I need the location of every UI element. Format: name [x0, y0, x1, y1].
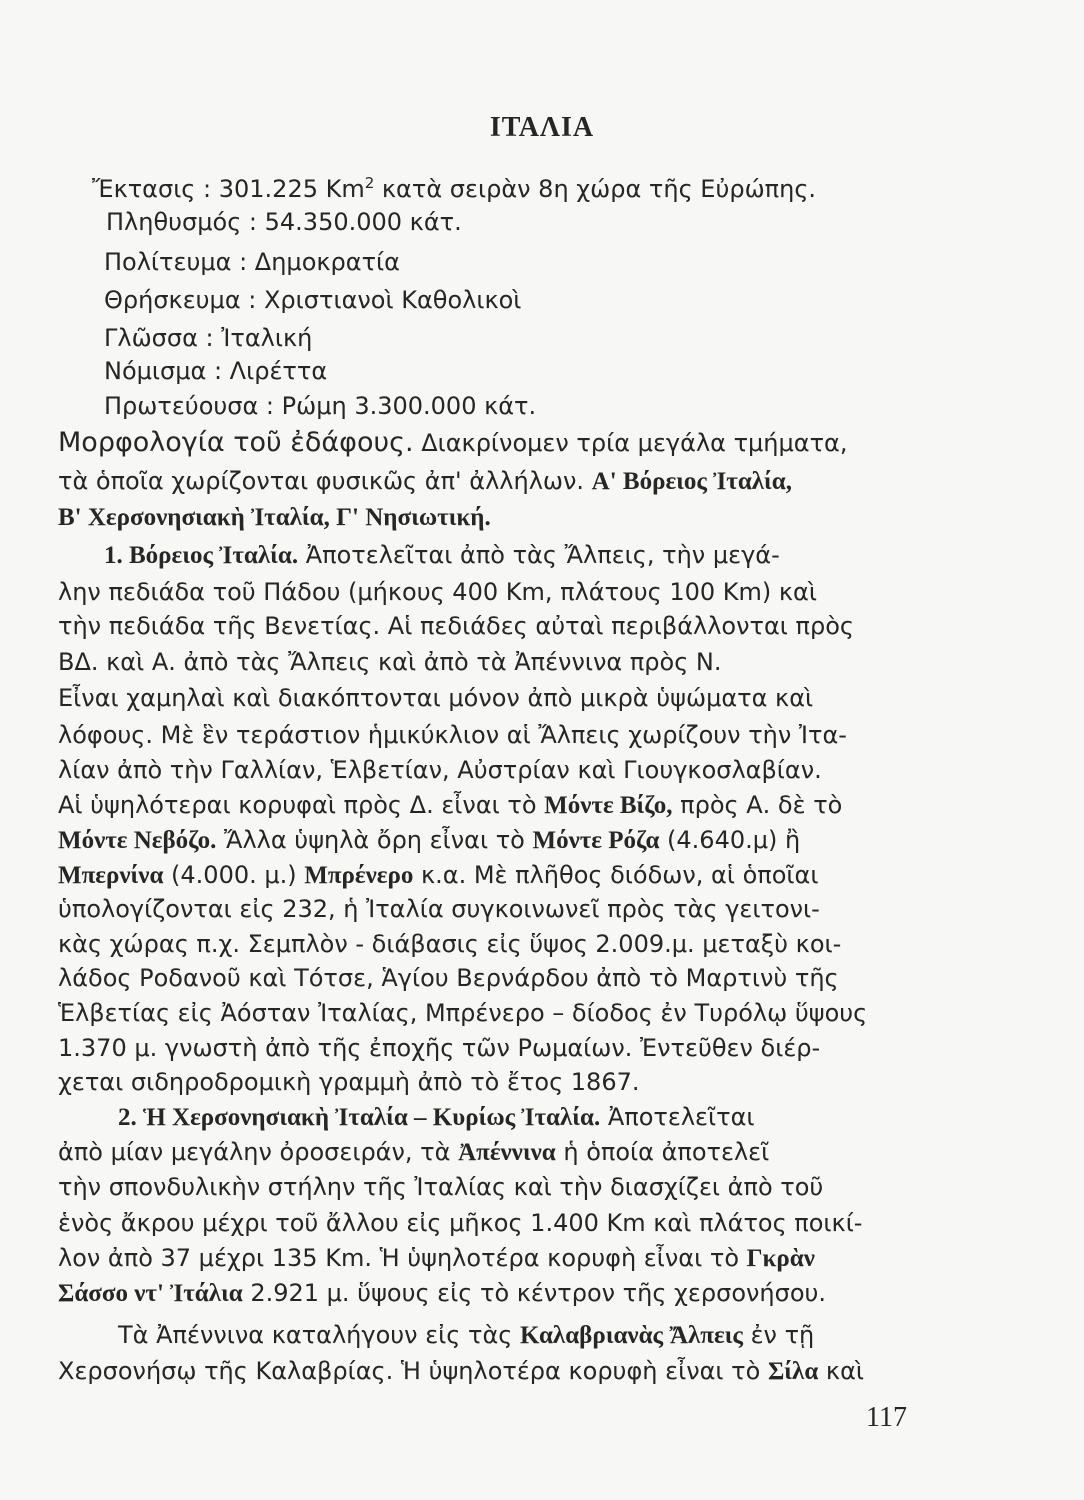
fact-language: Γλῶσσα : Ἰταλική: [104, 324, 313, 352]
section2-text: Τὰ Ἀπέννινα καταλήγουν εἰς τὰς: [118, 1321, 520, 1349]
section1-line: 1.370 μ. γνωστὴ ἀπὸ τῆς ἐποχῆς τῶν Ρωμαίων. Ἐντεῦθεν διέρ-: [58, 1034, 821, 1062]
section2-text: Χερσονήσῳ τῆς Καλαβρίας. Ἡ ὑψηλοτέρα κορυφὴ εἶναι τὸ: [58, 1357, 768, 1385]
morphology-heading: Μορφολογία τοῦ ἐδάφους.: [58, 427, 414, 458]
section1-line: ΒΔ. καὶ Α. ἀπὸ τὰς Ἄλπεις καὶ ἀπὸ τὰ Ἀπέννινα πρὸς Ν.: [58, 648, 722, 676]
section1-text: Ἄλλα ὑψηλὰ ὄρη εἶναι τὸ: [216, 826, 533, 854]
section1-line: [104, 540, 780, 571]
section2-text: ἡ ὁποία ἀποτελεῖ: [555, 1138, 770, 1166]
section2-text: 2.921 μ. ὕψους εἰς τὸ κέντρον τῆς χερσονήσου.: [242, 1279, 827, 1307]
fact-religion: Θρήσκευμα : Χριστιανοὶ Καθολικοὶ: [104, 286, 522, 314]
section1-line: [58, 860, 818, 891]
section2-bold: Γκρὰν: [746, 1245, 815, 1272]
section2-line: [118, 1320, 814, 1351]
morphology-bold: Β' Χερσονησιακὴ Ἰταλία, Γ' Νησιωτική.: [58, 504, 491, 531]
section2-heading: 2. Ἡ Χερσονησιακὴ Ἰταλία – Κυρίως Ἰταλία.: [118, 1104, 601, 1131]
morphology-line-3: [58, 502, 491, 533]
section1-line: τὴν πεδιάδα τῆς Βενετίας. Αἱ πεδιάδες αὐταὶ περιβάλλονται πρὸς: [58, 612, 854, 640]
section2-text: Ἀποτελεῖται: [600, 1103, 755, 1131]
morphology-line-2: [58, 466, 792, 497]
section2-line: τὴν σπονδυλικὴν στήλην τῆς Ἰταλίας καὶ τὴν διασχίζει ἀπὸ τοῦ: [58, 1173, 824, 1201]
section2-bold: Σάσσο ντ' Ἰτάλια: [58, 1280, 243, 1307]
fact-area: [92, 174, 816, 204]
section2-line: [118, 1102, 755, 1133]
section1-line: λόφους. Μὲ ἓν τεράστιον ἡμικύκλιον αἱ Ἄλπεις χωρίζουν τὴν Ἰτα-: [58, 721, 847, 749]
fact-government: Πολίτευμα : Δημοκρατία: [104, 248, 400, 276]
section1-line: [58, 825, 800, 856]
section2-text: καὶ: [818, 1357, 865, 1385]
fact-area-post: κατὰ σειρὰν 8η χώρα τῆς Εὐρώπης.: [374, 175, 817, 203]
page-title: ΙΤΑΛΙΑ: [489, 112, 595, 143]
section1-line: Ἑλβετίας εἰς Ἀόσταν Ἰταλίας, Μπρένερο – δίοδος ἐν Τυρόλῳ ὕψους: [58, 999, 868, 1027]
section1-text: πρὸς Α. δὲ τὸ: [672, 791, 843, 819]
page-number: 117: [866, 1402, 907, 1433]
section2-line: [58, 1137, 769, 1168]
section1-line: λην πεδιάδα τοῦ Πάδου (μήκους 400 Km, πλάτους 100 Km) καὶ: [58, 578, 817, 606]
morphology-text: Διακρίνομεν τρία μεγάλα τμήματα,: [413, 429, 848, 457]
fact-capital: Πρωτεύουσα : Ρώμη 3.300.000 κάτ.: [104, 392, 537, 420]
section1-line: ὑπολογίζονται εἰς 232, ἡ Ἰταλία συγκοινωνεῖ πρὸς τὰς γειτονι-: [58, 895, 820, 923]
section1-text: κ.α. Μὲ πλῆθος διόδων, αἱ ὁποῖαι: [413, 861, 819, 889]
section1-bold: Μόντε Ρόζα: [532, 827, 660, 854]
section1-line: λίαν ἀπὸ τὴν Γαλλίαν, Ἑλβετίαν, Αὐστρίαν καὶ Γιουγκοσλαβίαν.: [58, 756, 822, 784]
section1-line: Εἶναι χαμηλαὶ καὶ διακόπτονται μόνον ἀπὸ μικρὰ ὑψώματα καὶ: [58, 684, 814, 712]
morphology-bold: Α' Βόρειος Ἰταλία,: [591, 468, 793, 495]
fact-area-pre: Ἔκτασις : 301.225 Km: [92, 175, 365, 203]
fact-currency: Νόμισμα : Λιρέττα: [104, 357, 328, 385]
section2-bold: Ἀπέννινα: [458, 1139, 556, 1166]
section1-bold: Μόντε Νεβόζο.: [58, 827, 217, 854]
section1-line: χεται σιδηροδρομικὴ γραμμὴ ἀπὸ τὸ ἔτος 1867.: [58, 1068, 640, 1096]
section2-bold: Καλαβριανὰς Ἄλπεις: [520, 1322, 743, 1349]
section1-heading: 1. Βόρειος Ἰταλία.: [104, 542, 299, 569]
section1-text: Αἱ ὑψηλότεραι κορυφαὶ πρὸς Δ. εἶναι τὸ: [58, 791, 545, 819]
section2-bold: Σίλα: [767, 1358, 819, 1385]
fact-population: Πληθυσμός : 54.350.000 κάτ.: [106, 208, 462, 236]
morphology-line-1: [58, 428, 848, 458]
section2-text: ἀπὸ μίαν μεγάλην ὀροσειράν, τὰ: [58, 1138, 459, 1166]
section1-bold: Μόντε Βίζο,: [544, 792, 673, 819]
section1-bold: Μπερνίνα: [58, 862, 164, 889]
section2-text: ἐν τῇ: [742, 1321, 815, 1349]
section1-line: [58, 790, 842, 821]
section1-line: κὰς χώρας π.χ. Σεμπλὸν - διάβασις εἰς ὕψος 2.009.μ. μεταξὺ κοι-: [58, 930, 842, 958]
fact-area-sup: 2: [364, 174, 375, 192]
section1-bold: Μπρένερο: [304, 862, 414, 889]
section1-text: Ἀποτελεῖται ἀπὸ τὰς Ἄλπεις, τὴν μεγά-: [298, 541, 780, 569]
section2-line: [58, 1278, 826, 1309]
section1-line: λάδος Ροδανοῦ καὶ Τότσε, Ἁγίου Βερνάρδου ἀπὸ τὸ Μαρτινὺ τῆς: [58, 964, 839, 992]
section2-line: [58, 1356, 864, 1387]
section2-line: [58, 1243, 815, 1274]
section1-text: (4.640.μ) ἢ: [659, 826, 801, 854]
section1-text: (4.000. μ.): [163, 861, 305, 889]
morphology-text: τὰ ὁποῖα χωρίζονται φυσικῶς ἀπ' ἀλλήλων.: [58, 467, 592, 495]
section2-text: λον ἀπὸ 37 μέχρι 135 Km. Ἡ ὑψηλοτέρα κορυφὴ εἶναι τὸ: [58, 1244, 747, 1272]
section2-line: ἑνὸς ἄκρου μέχρι τοῦ ἄλλου εἰς μῆκος 1.400 Km καὶ πλάτος ποικί-: [58, 1209, 863, 1237]
